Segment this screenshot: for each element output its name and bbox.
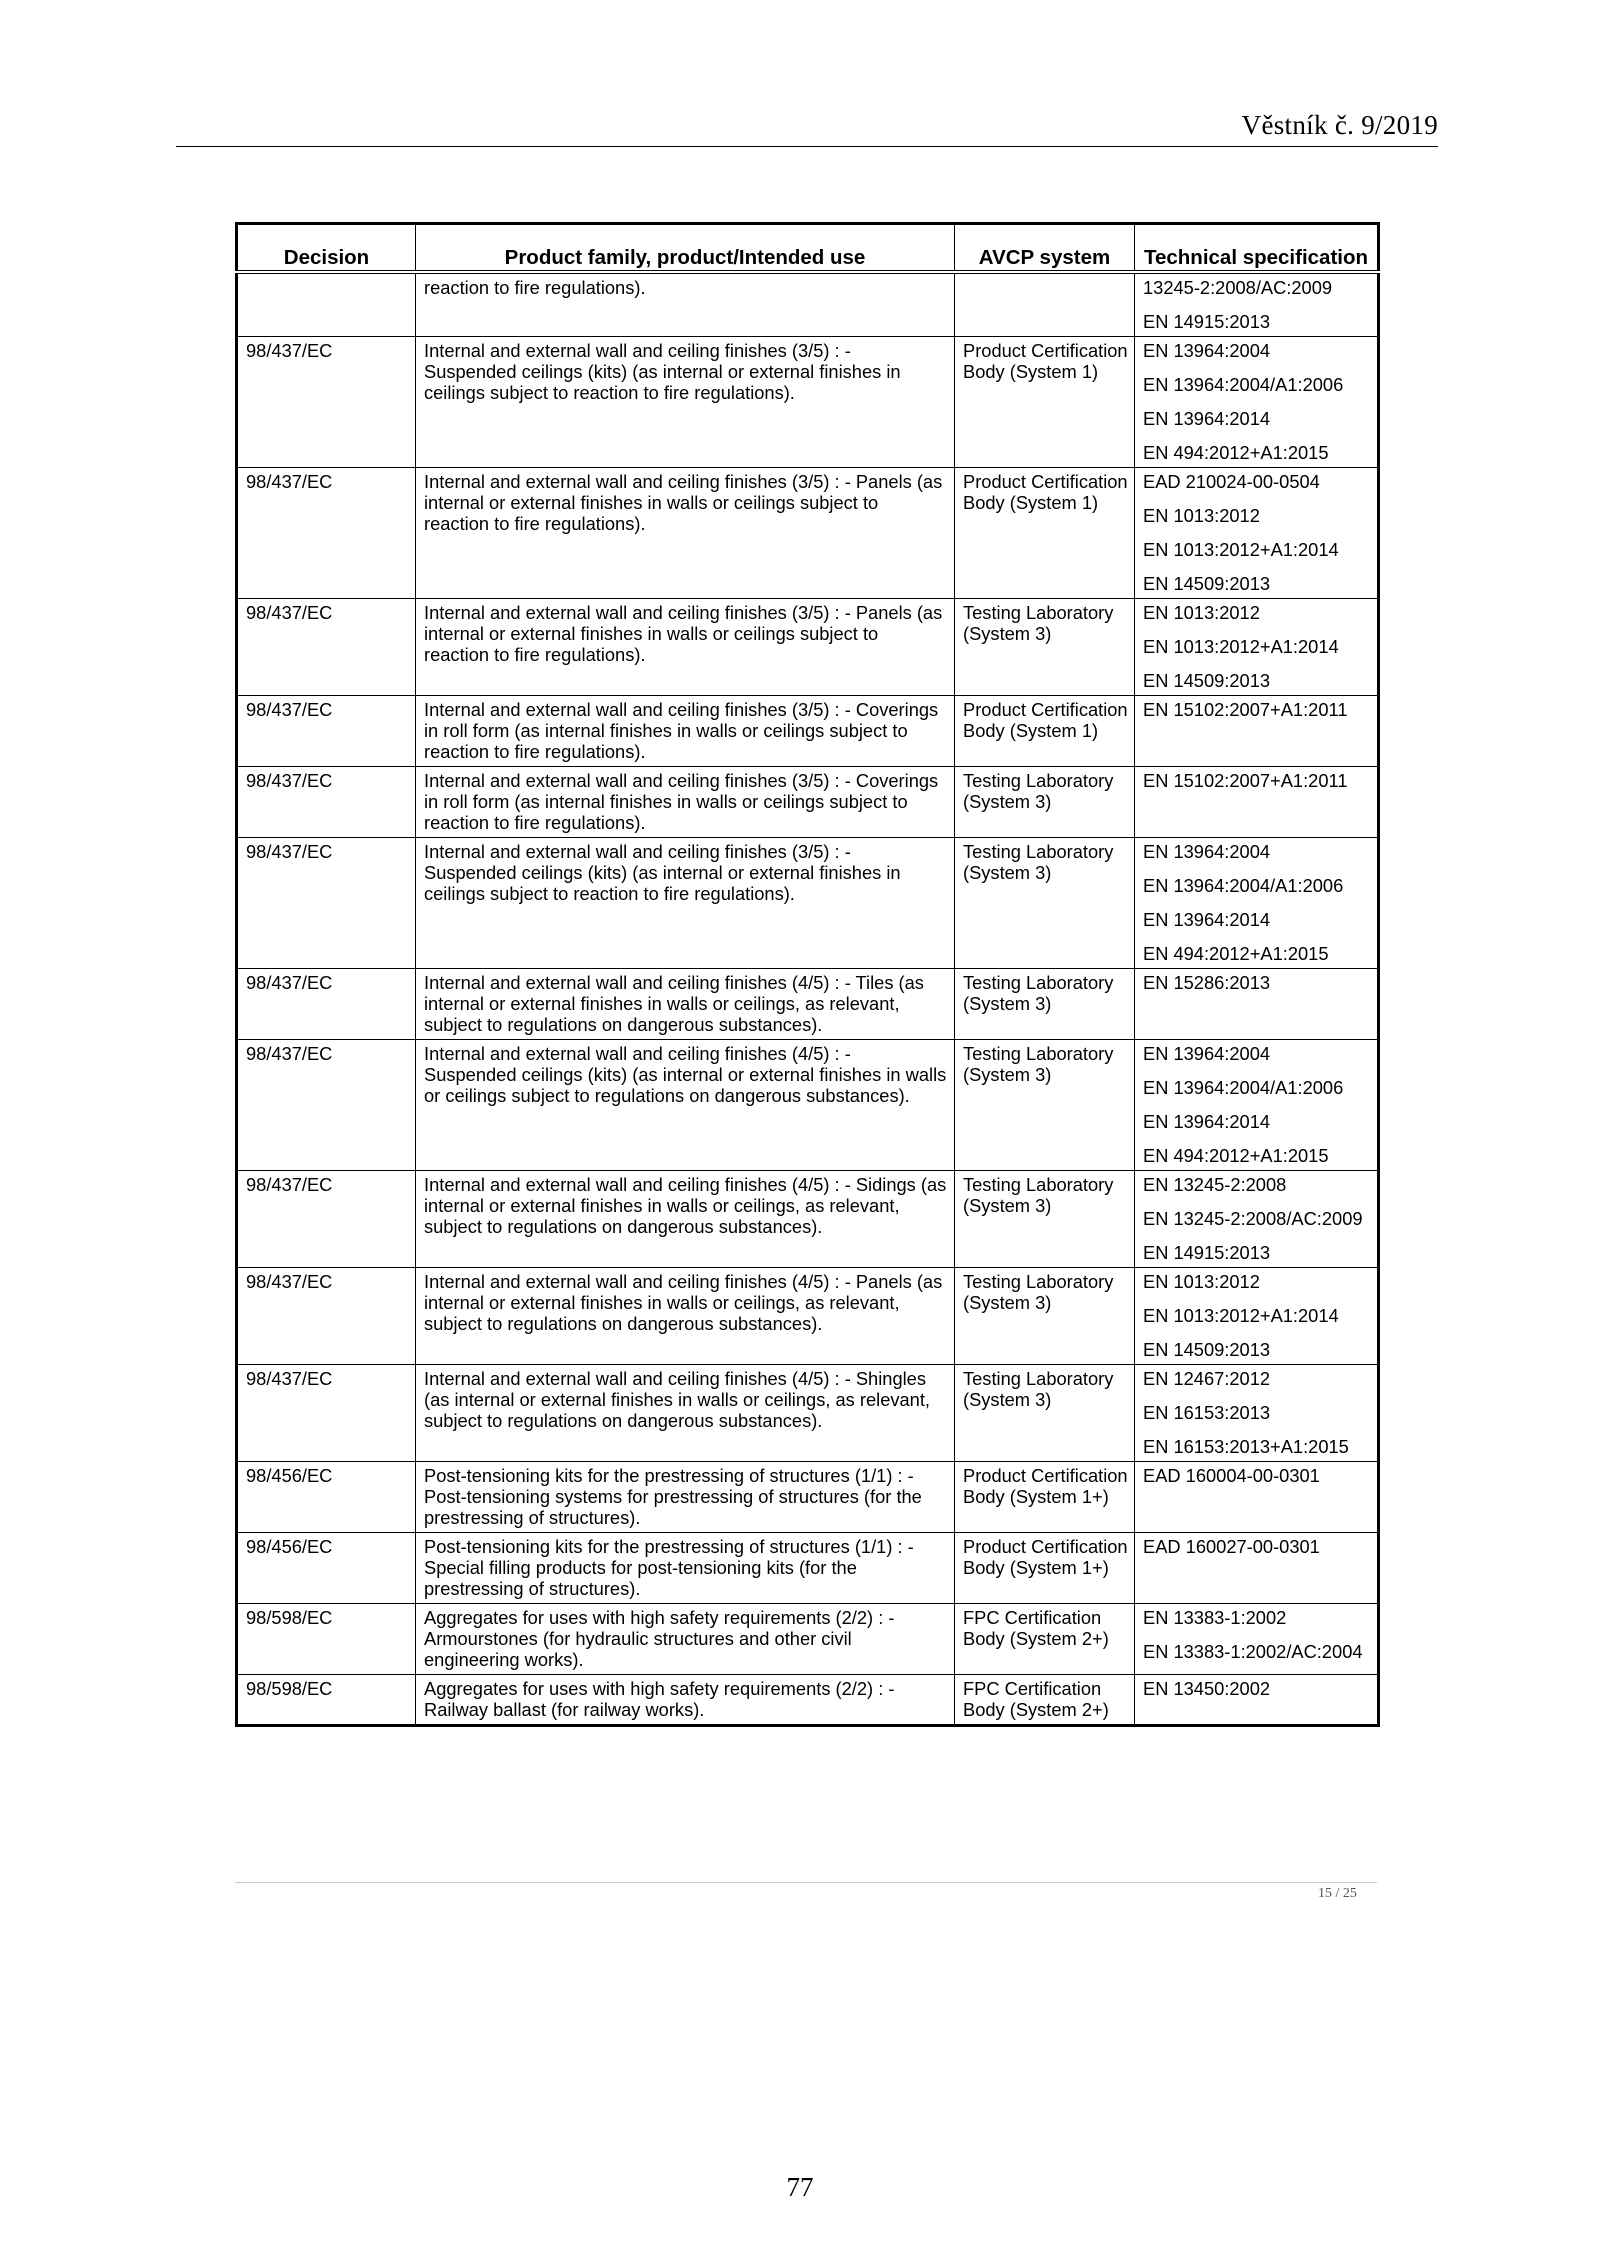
technical-specification-cell xyxy=(1135,599,1379,696)
technical-specification-cell xyxy=(1135,1533,1379,1604)
specification-item: EN 13964:2014 xyxy=(1143,408,1271,429)
specification-item: EN 15286:2013 xyxy=(1143,972,1271,993)
technical-specification-cell xyxy=(1135,272,1379,337)
product-cell: Post-tensioning kits for the prestressing of structures (1/1) : - Post-tensioning systems for prestressing of structures (for the prestressing of structures). xyxy=(416,1462,955,1533)
specification-item: EN 13964:2004/A1:2006 xyxy=(1143,1077,1344,1098)
table-header-row xyxy=(237,224,1379,273)
avcp-cell: Testing Laboratory (System 3) xyxy=(955,1268,1135,1365)
table-row xyxy=(237,337,1379,468)
specification-item: EN 1013:2012 xyxy=(1143,602,1260,623)
product-cell: Internal and external wall and ceiling finishes (3/5) : - Suspended ceilings (kits) (as internal or external finishes in ceilings subject to reaction to fire regulations). xyxy=(416,337,955,468)
avcp-cell: Product Certification Body (System 1) xyxy=(955,337,1135,468)
decision-cell: 98/437/EC xyxy=(237,969,416,1040)
product-cell: Internal and external wall and ceiling finishes (3/5) : - Coverings in roll form (as internal finishes in walls or ceilings subject to reaction to fire regulations). xyxy=(416,767,955,838)
table-row xyxy=(237,1365,1379,1462)
product-cell: Internal and external wall and ceiling finishes (4/5) : - Suspended ceilings (kits) (as internal or external finishes in walls or ceilings subject to regulations on dangerous substances). xyxy=(416,1040,955,1171)
specification-item: EN 1013:2012+A1:2014 xyxy=(1143,1305,1339,1326)
specification-table xyxy=(235,222,1380,1727)
decision-cell: 98/456/EC xyxy=(237,1533,416,1604)
table-body xyxy=(237,272,1379,1726)
decision-cell: 98/437/EC xyxy=(237,767,416,838)
technical-specification-cell xyxy=(1135,1604,1379,1675)
decision-cell: 98/598/EC xyxy=(237,1604,416,1675)
specification-item: EN 13964:2014 xyxy=(1143,909,1271,930)
specification-item: EN 15102:2007+A1:2011 xyxy=(1143,699,1348,720)
table-row xyxy=(237,1533,1379,1604)
table-row xyxy=(237,767,1379,838)
specification-item: EN 13964:2004/A1:2006 xyxy=(1143,374,1344,395)
technical-specification-cell xyxy=(1135,337,1379,468)
specification-item: EN 494:2012+A1:2015 xyxy=(1143,943,1329,964)
specification-item: EN 494:2012+A1:2015 xyxy=(1143,1145,1329,1166)
technical-specification-cell xyxy=(1135,838,1379,969)
decision-cell xyxy=(237,272,416,337)
header-divider xyxy=(176,146,1438,147)
table-row xyxy=(237,599,1379,696)
decision-cell: 98/437/EC xyxy=(237,468,416,599)
table-row xyxy=(237,1604,1379,1675)
specification-item: EAD 210024-00-0504 xyxy=(1143,471,1320,492)
specification-item: EN 16153:2013 xyxy=(1143,1402,1271,1423)
column-header-avcp: AVCP system xyxy=(955,224,1135,273)
avcp-cell: Product Certification Body (System 1) xyxy=(955,468,1135,599)
avcp-cell: Testing Laboratory (System 3) xyxy=(955,767,1135,838)
table-row xyxy=(237,696,1379,767)
specification-item: EN 13964:2014 xyxy=(1143,1111,1271,1132)
technical-specification-cell xyxy=(1135,1462,1379,1533)
specification-item: EN 1013:2012 xyxy=(1143,505,1260,526)
decision-cell: 98/437/EC xyxy=(237,1365,416,1462)
specification-item: EN 13383-1:2002/AC:2004 xyxy=(1143,1641,1363,1662)
specification-item: EN 1013:2012 xyxy=(1143,1271,1260,1292)
product-cell: Post-tensioning kits for the prestressing of structures (1/1) : - Special filling products for post-tensioning kits (for the prestressing of structures). xyxy=(416,1533,955,1604)
decision-cell: 98/437/EC xyxy=(237,337,416,468)
technical-specification-cell xyxy=(1135,468,1379,599)
table-row xyxy=(237,838,1379,969)
product-cell: Aggregates for uses with high safety requirements (2/2) : - Railway ballast (for railway works). xyxy=(416,1675,955,1726)
product-cell: Internal and external wall and ceiling finishes (3/5) : - Suspended ceilings (kits) (as internal or external finishes in ceilings subject to reaction to fire regulations). xyxy=(416,838,955,969)
specification-item: EN 1013:2012+A1:2014 xyxy=(1143,636,1339,657)
page-of-count: 15 / 25 xyxy=(1318,1886,1357,1901)
technical-specification-cell xyxy=(1135,696,1379,767)
product-cell: Internal and external wall and ceiling finishes (4/5) : - Panels (as internal or external finishes in walls or ceilings, as relevant, subject to regulations on dangerous substances). xyxy=(416,1268,955,1365)
technical-specification-cell xyxy=(1135,1675,1379,1726)
specification-item: EN 1013:2012+A1:2014 xyxy=(1143,539,1339,560)
specification-item: EN 14509:2013 xyxy=(1143,670,1271,691)
table-row xyxy=(237,1268,1379,1365)
decision-cell: 98/437/EC xyxy=(237,1040,416,1171)
decision-cell: 98/437/EC xyxy=(237,1171,416,1268)
avcp-cell: Testing Laboratory (System 3) xyxy=(955,838,1135,969)
avcp-cell: Testing Laboratory (System 3) xyxy=(955,969,1135,1040)
product-cell: Aggregates for uses with high safety requirements (2/2) : - Armourstones (for hydraulic structures and other civil engineering works). xyxy=(416,1604,955,1675)
specification-item: EN 15102:2007+A1:2011 xyxy=(1143,770,1348,791)
specification-item: EN 13964:2004 xyxy=(1143,1043,1271,1064)
specification-item: EN 494:2012+A1:2015 xyxy=(1143,442,1329,463)
decision-cell: 98/437/EC xyxy=(237,599,416,696)
specification-item: 13245-2:2008/AC:2009 xyxy=(1143,277,1333,298)
technical-specification-cell xyxy=(1135,1268,1379,1365)
specification-item: EN 13383-1:2002 xyxy=(1143,1607,1287,1628)
specification-item: EN 16153:2013+A1:2015 xyxy=(1143,1436,1349,1457)
product-cell: reaction to fire regulations). xyxy=(416,272,955,337)
decision-cell: 98/437/EC xyxy=(237,696,416,767)
decision-cell: 98/437/EC xyxy=(237,838,416,969)
specification-item: EN 13964:2004 xyxy=(1143,841,1271,862)
technical-specification-cell xyxy=(1135,969,1379,1040)
product-cell: Internal and external wall and ceiling finishes (3/5) : - Panels (as internal or external finishes in walls or ceilings subject to reaction to fire regulations). xyxy=(416,468,955,599)
product-cell: Internal and external wall and ceiling finishes (4/5) : - Shingles (as internal or external finishes in walls or ceilings, as relevant, subject to regulations on dangerous substances). xyxy=(416,1365,955,1462)
table-row xyxy=(237,969,1379,1040)
technical-specification-cell xyxy=(1135,1365,1379,1462)
table-row xyxy=(237,1171,1379,1268)
specification-item: EAD 160004-00-0301 xyxy=(1143,1465,1320,1486)
avcp-cell: Testing Laboratory (System 3) xyxy=(955,1171,1135,1268)
avcp-cell: Testing Laboratory (System 3) xyxy=(955,1365,1135,1462)
avcp-cell: FPC Certification Body (System 2+) xyxy=(955,1604,1135,1675)
technical-specification-cell xyxy=(1135,767,1379,838)
specification-item: EN 14509:2013 xyxy=(1143,573,1271,594)
product-cell: Internal and external wall and ceiling finishes (3/5) : - Panels (as internal or external finishes in walls or ceilings subject to reaction to fire regulations). xyxy=(416,599,955,696)
column-header-technical-specification: Technical specification xyxy=(1135,224,1379,273)
decision-cell: 98/437/EC xyxy=(237,1268,416,1365)
specification-item: EN 13245-2:2008 xyxy=(1143,1174,1287,1195)
page-number: 77 xyxy=(786,2172,814,2202)
product-cell: Internal and external wall and ceiling finishes (4/5) : - Sidings (as internal or external finishes in walls or ceilings, as relevant, subject to regulations on dangerous substances). xyxy=(416,1171,955,1268)
avcp-cell xyxy=(955,272,1135,337)
table-row xyxy=(237,1040,1379,1171)
specification-item: EN 13964:2004/A1:2006 xyxy=(1143,875,1344,896)
avcp-cell: Testing Laboratory (System 3) xyxy=(955,599,1135,696)
technical-specification-cell xyxy=(1135,1171,1379,1268)
technical-specification-cell xyxy=(1135,1040,1379,1171)
bulletin-title: Věstník č. 9/2019 xyxy=(1241,110,1438,140)
decision-cell: 98/456/EC xyxy=(237,1462,416,1533)
avcp-cell: Product Certification Body (System 1) xyxy=(955,696,1135,767)
footer-divider xyxy=(235,1882,1377,1883)
column-header-decision: Decision xyxy=(237,224,416,273)
specification-item: EN 13450:2002 xyxy=(1143,1678,1271,1699)
specification-item: EN 14915:2013 xyxy=(1143,311,1271,332)
column-header-product: Product family, product/Intended use xyxy=(416,224,955,273)
product-cell: Internal and external wall and ceiling finishes (3/5) : - Coverings in roll form (as internal finishes in walls or ceilings subject to reaction to fire regulations). xyxy=(416,696,955,767)
decision-cell: 98/598/EC xyxy=(237,1675,416,1726)
avcp-cell: Product Certification Body (System 1+) xyxy=(955,1462,1135,1533)
specification-item: EAD 160027-00-0301 xyxy=(1143,1536,1320,1557)
table-row xyxy=(237,272,1379,337)
avcp-cell: Testing Laboratory (System 3) xyxy=(955,1040,1135,1171)
table-row xyxy=(237,468,1379,599)
product-cell: Internal and external wall and ceiling finishes (4/5) : - Tiles (as internal or external finishes in walls or ceilings, as relevant, subject to regulations on dangerous substances). xyxy=(416,969,955,1040)
table-row xyxy=(237,1462,1379,1533)
avcp-cell: FPC Certification Body (System 2+) xyxy=(955,1675,1135,1726)
table-row xyxy=(237,1675,1379,1726)
specification-item: EN 12467:2012 xyxy=(1143,1368,1271,1389)
specification-item: EN 13245-2:2008/AC:2009 xyxy=(1143,1208,1363,1229)
specification-item: EN 14915:2013 xyxy=(1143,1242,1271,1263)
specification-item: EN 13964:2004 xyxy=(1143,340,1271,361)
avcp-cell: Product Certification Body (System 1+) xyxy=(955,1533,1135,1604)
specification-item: EN 14509:2013 xyxy=(1143,1339,1271,1360)
